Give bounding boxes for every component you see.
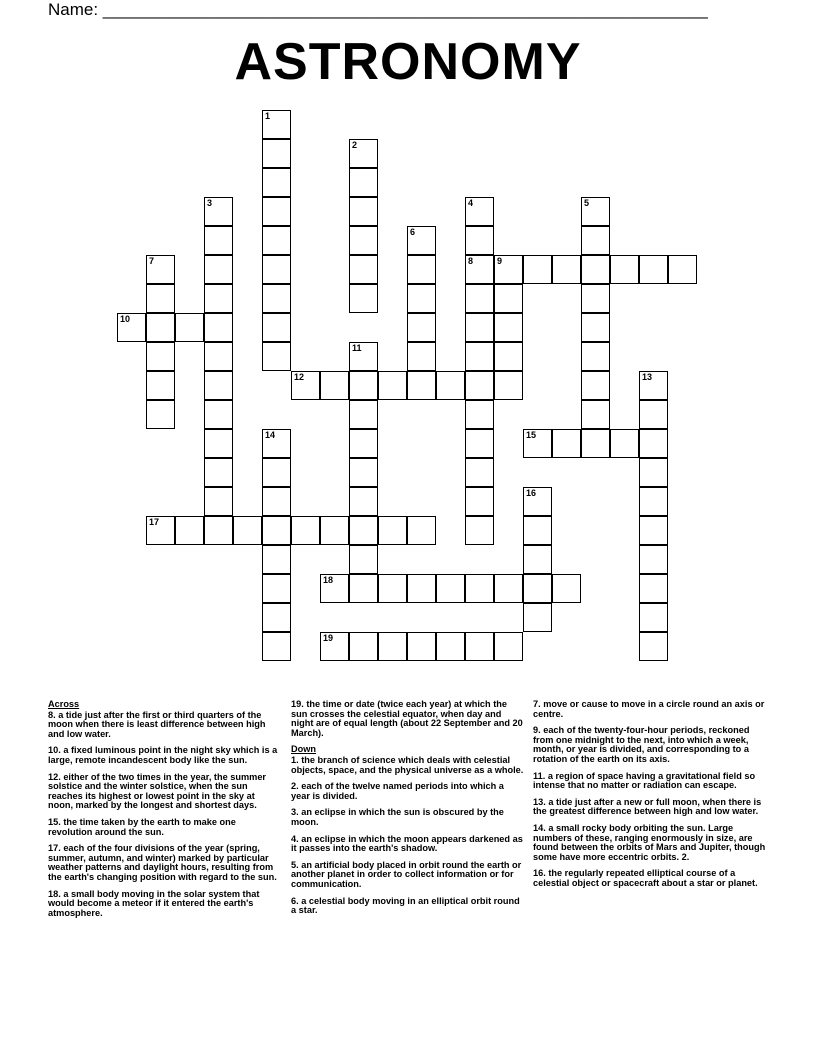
- clue-number: 7: [149, 256, 155, 266]
- across-clue: 12. either of the two times in the year, the summer solstice and the winter solstice, when the sun reaches its highest or lowest point in the sky at noon, marked by the longest and shortest days.: [48, 771, 267, 811]
- down-clue: 2. each of the twelve named periods into which a year is divided.: [291, 781, 504, 801]
- clue-number: 8: [468, 256, 474, 266]
- down-clue: 1. the branch of science which deals with celestial objects, space, and the physical universe as a whole.: [291, 754, 524, 775]
- clues-column-2: [291, 700, 525, 923]
- clue-number: 9: [497, 256, 503, 266]
- clue-number: 11: [352, 343, 362, 353]
- clue-number: 16: [526, 488, 537, 498]
- across-clue: 15. the time taken by the earth to make one revolution around the sun.: [48, 816, 236, 837]
- down-clue: 9. each of the twenty-four-hour periods, reckoned from one midnight to the next, into which a week, month, or year is divided, and corresponding to a rotation of the earth on its axis.: [533, 725, 750, 764]
- clue-number: 1: [265, 111, 271, 121]
- down-clue: 16. the regularly repeated elliptical course of a celestial object or spacecraft about a star or planet.: [533, 868, 758, 888]
- across-clue: 18. a small body moving in the solar system that would become a meteor if it entered the earth's atmosphere.: [48, 888, 260, 918]
- clue-number: 15: [526, 430, 537, 440]
- across-clue: 8. a tide just after the first or third quarters of the moon when there is least difference between high and low water.: [48, 709, 266, 739]
- name-field[interactable]: Name: ________________________________________________________________: [48, 0, 708, 19]
- across-clue: 19. the time or date (twice each year) at which the sun crosses the celestial equator, when day and night are of equal length (about 22 September and 20 March).: [291, 699, 523, 738]
- clue-number: 3: [207, 198, 213, 208]
- down-clue: 3. an eclipse in which the sun is obscured by the moon.: [291, 807, 504, 827]
- down-heading: Down: [291, 744, 317, 755]
- clue-number: 13: [642, 372, 653, 382]
- clue-number: 6: [410, 227, 416, 237]
- down-clue: 6. a celestial body moving in an elliptical orbit round a star.: [291, 895, 520, 916]
- down-clue: 11. a region of space having a gravitational field so intense that no matter or radiation can escape.: [533, 770, 756, 791]
- clue-number: 10: [120, 314, 131, 324]
- down-clue: 13. a tide just after a new or full moon, when there is the greatest difference between high and low water.: [533, 796, 762, 817]
- clue-number: 14: [265, 430, 276, 440]
- across-clue: 17. each of the four divisions of the year (spring, summer, autumn, and winter) marked by particular weather patterns and daylight hours, resulting from the earth's changing position with regard to the sun.: [48, 843, 277, 882]
- down-clue: 5. an artificial body placed in orbit round the earth or another planet in order to collect information or for communication.: [291, 859, 522, 889]
- clue-number: 17: [149, 517, 160, 527]
- clues-column-1: [48, 700, 282, 925]
- clue-number: 4: [468, 198, 474, 208]
- down-clue: 14. a small rocky body orbiting the sun. Large numbers of these, ranging enormously in size, are found between the orbits of Mars and Jupiter, though some have more eccentric orbits. 2.: [533, 822, 766, 862]
- down-clue: 7. move or cause to move in a circle round an axis or centre.: [533, 699, 765, 719]
- clue-number: 5: [584, 198, 590, 208]
- page-title: ASTRONOMY: [234, 33, 582, 91]
- clue-number: 12: [294, 372, 305, 382]
- across-heading: Across: [48, 699, 80, 709]
- clues-column-3: [533, 700, 767, 896]
- clue-number: 2: [352, 140, 358, 150]
- down-clue: 4. an eclipse in which the moon appears darkened as it passes into the earth's shadow.: [291, 833, 523, 854]
- clue-number: 19: [323, 633, 334, 643]
- across-clue: 10. a fixed luminous point in the night sky which is a large, remote incandescent body like the sun.: [48, 745, 278, 765]
- clue-number: 18: [323, 575, 334, 585]
